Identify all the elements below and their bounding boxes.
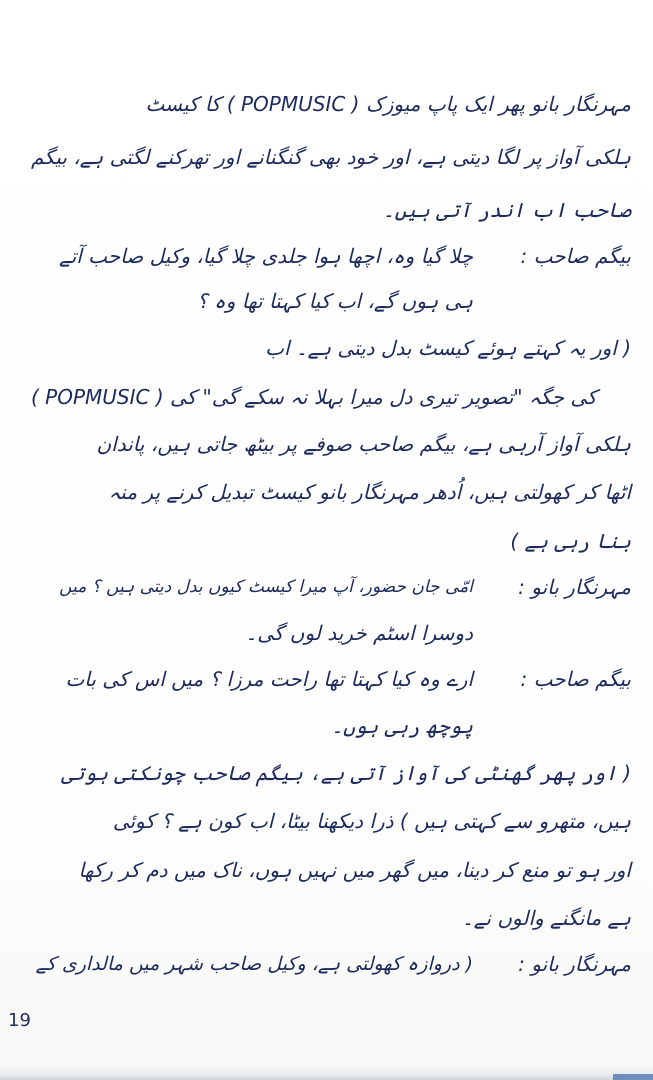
text-line-7: ( POPMUSIC ) کی جگہ "تصویر تیری دل میرا بہلا نہ سکے گی" کی — [31, 385, 597, 409]
speaker-begum-sahib-1: بیگم صاحب : — [520, 244, 631, 268]
text-line-15: ( اور پھر گھنٹی کی آواز آتی ہے، بیگم صاحب چونکتی ہوتی — [61, 761, 631, 785]
text-line-9: اٹھا کر کھولتی ہیں، اُدھر مہرنگار بانو کیسٹ تبدیل کرنے پر منہ — [108, 480, 631, 504]
text-line-2: ہلکی آواز پر لگا دیتی ہے، اور خود بھی گنگنانے اور تھرکنے لگتی ہے، بیگم — [31, 145, 631, 169]
page-number: 19 — [8, 1010, 31, 1031]
text-line-11: امّی جان حضور، آپ میرا کیسٹ کیوں بدل دیتی ہیں ؟ میں — [59, 577, 473, 597]
scan-corner-mark — [613, 1074, 653, 1080]
text-line-10: بنا رہی ہے ) — [510, 529, 631, 553]
text-line-13: ارے وہ کیا کہتا تھا راحت مرزا ؟ میں اس کی بات — [65, 667, 473, 691]
speaker-begum-sahib-2: بیگم صاحب : — [520, 667, 631, 691]
speaker-mehrnigar-bano-1: مہرنگار بانو : — [518, 575, 631, 599]
text-line-19: ( دروازہ کھولتی ہے، وکیل صاحب شہر میں مالداری کے — [35, 953, 473, 975]
text-line-1: مہرنگار بانو پھر ایک پاپ میوزک ( POPMUSIC ) کا کیسٹ — [145, 92, 631, 116]
text-line-3: صاحب اب اندر آتی ہیں۔ — [382, 198, 631, 222]
text-line-16: ہیں، متھرو سے کہتی ہیں ) ذرا دیکھنا بیٹا، اب کون ہے ؟ کوئی — [112, 809, 631, 833]
text-line-8: ہلکی آواز آرہی ہے، بیگم صاحب صوفے پر بیٹھ جاتی ہیں، پاندان — [96, 432, 631, 456]
text-line-12: دوسرا اسٹم خرید لوں گی۔ — [245, 621, 473, 645]
text-line-4: چلا گیا وہ، اچھا ہوا جلدی چلا گیا، وکیل صاحب آتے — [58, 244, 473, 268]
scan-bottom-edge — [0, 1066, 653, 1080]
text-line-6: ( اور یہ کہتے ہوئے کیسٹ بدل دیتی ہے۔ اب — [265, 336, 631, 360]
text-line-18: ہے مانگنے والوں نے۔ — [461, 906, 631, 930]
text-line-14: پوچھ رہی ہوں۔ — [331, 714, 473, 738]
speaker-mehrnigar-bano-2: مہرنگار بانو : — [518, 952, 631, 976]
text-line-5: ہی ہوں گے، اب کیا کہتا تھا وہ ؟ — [197, 289, 473, 313]
text-line-17: اور ہو تو منع کر دینا، میں گھر میں نہیں ہوں، ناک میں دم کر رکھا — [78, 858, 631, 882]
